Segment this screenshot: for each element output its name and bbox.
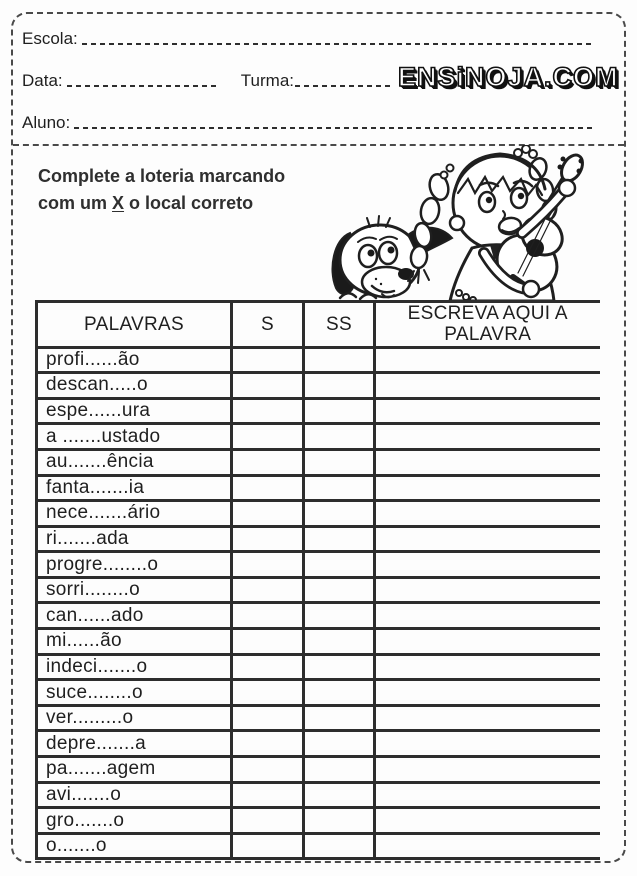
s-mark-cell[interactable] (232, 424, 304, 450)
ss-mark-cell[interactable] (304, 526, 375, 552)
word-cell: gro.......o (37, 808, 232, 834)
word-cell: profi......ão (37, 347, 232, 373)
s-mark-cell[interactable] (232, 347, 304, 373)
word-cell: can......ado (37, 603, 232, 629)
data-turma-field-row (22, 72, 392, 89)
ss-mark-cell[interactable] (304, 705, 375, 731)
s-mark-cell[interactable] (232, 757, 304, 783)
data-label: Data: (22, 71, 63, 90)
ss-mark-cell[interactable] (304, 757, 375, 783)
write-word-cell[interactable] (375, 449, 600, 475)
s-mark-cell[interactable] (232, 654, 304, 680)
write-word-cell[interactable] (375, 475, 600, 501)
ss-mark-cell[interactable] (304, 782, 375, 808)
s-mark-cell[interactable] (232, 501, 304, 527)
instruction-line1: Complete a loteria marcando (38, 166, 286, 186)
table-row (37, 629, 600, 655)
write-word-cell[interactable] (375, 782, 600, 808)
write-word-cell[interactable] (375, 731, 600, 757)
table-row (37, 705, 600, 731)
table-row (37, 449, 600, 475)
dog-illustration (332, 216, 452, 299)
ensinoja-logo: ENSiNOJA.COM (398, 62, 619, 92)
s-mark-cell[interactable] (232, 373, 304, 399)
write-word-cell[interactable] (375, 629, 600, 655)
table-row (37, 680, 600, 706)
s-mark-cell[interactable] (232, 552, 304, 578)
instruction-text (38, 163, 285, 217)
write-word-cell[interactable] (375, 552, 600, 578)
table-row (37, 782, 600, 808)
lottery-table (35, 300, 600, 860)
write-word-cell[interactable] (375, 603, 600, 629)
table-row (37, 526, 600, 552)
s-mark-cell[interactable] (232, 629, 304, 655)
write-word-cell[interactable] (375, 654, 600, 680)
s-mark-cell[interactable] (232, 577, 304, 603)
write-word-cell[interactable] (375, 398, 600, 424)
underlined-x: X (112, 193, 125, 213)
ss-mark-cell[interactable] (304, 654, 375, 680)
ss-mark-cell[interactable] (304, 603, 375, 629)
table-row (37, 654, 600, 680)
table-row (37, 501, 600, 527)
girl-guitar-dog-illustration (322, 145, 632, 303)
header-escreva: ESCREVA AQUI A PALAVRA (375, 302, 600, 348)
header-s: S (232, 302, 304, 348)
header-palavras: PALAVRAS (37, 302, 232, 348)
word-cell: nece.......ário (37, 501, 232, 527)
table-row (37, 373, 600, 399)
write-word-cell[interactable] (375, 757, 600, 783)
turma-label: Turma: (240, 71, 295, 90)
table-row (37, 424, 600, 450)
write-word-cell[interactable] (375, 833, 600, 859)
escola-field-row (22, 30, 592, 47)
word-cell: suce........o (37, 680, 232, 706)
word-cell: au.......ência (37, 449, 232, 475)
table-row (37, 475, 600, 501)
table-row (37, 833, 600, 859)
word-cell: indeci.......o (37, 654, 232, 680)
s-mark-cell[interactable] (232, 680, 304, 706)
s-mark-cell[interactable] (232, 475, 304, 501)
escola-label: Escola: (22, 29, 78, 48)
s-mark-cell[interactable] (232, 808, 304, 834)
table-row (37, 603, 600, 629)
table-row (37, 757, 600, 783)
word-cell: depre.......a (37, 731, 232, 757)
write-word-cell[interactable] (375, 705, 600, 731)
ss-mark-cell[interactable] (304, 680, 375, 706)
ss-mark-cell[interactable] (304, 552, 375, 578)
write-word-cell[interactable] (375, 347, 600, 373)
table-row (37, 552, 600, 578)
write-word-cell[interactable] (375, 680, 600, 706)
s-mark-cell[interactable] (232, 833, 304, 859)
ss-mark-cell[interactable] (304, 731, 375, 757)
instruction-line2: com um X o local correto (38, 193, 254, 213)
data-fill-line[interactable] (67, 85, 217, 87)
s-mark-cell[interactable] (232, 603, 304, 629)
ss-mark-cell[interactable] (304, 501, 375, 527)
word-cell: descan.....o (37, 373, 232, 399)
word-cell: pa.......agem (37, 757, 232, 783)
ss-mark-cell[interactable] (304, 424, 375, 450)
word-cell: avi.......o (37, 782, 232, 808)
write-word-cell[interactable] (375, 526, 600, 552)
word-cell: ri.......ada (37, 526, 232, 552)
write-word-cell[interactable] (375, 808, 600, 834)
ss-mark-cell[interactable] (304, 577, 375, 603)
header-ss: SS (304, 302, 375, 348)
word-cell: mi......ão (37, 629, 232, 655)
ss-mark-cell[interactable] (304, 475, 375, 501)
write-word-cell[interactable] (375, 424, 600, 450)
table-row (37, 731, 600, 757)
word-rows (37, 347, 600, 859)
write-word-cell[interactable] (375, 501, 600, 527)
word-cell: espe......ura (37, 398, 232, 424)
write-word-cell[interactable] (375, 373, 600, 399)
s-mark-cell[interactable] (232, 705, 304, 731)
ss-mark-cell[interactable] (304, 449, 375, 475)
ss-mark-cell[interactable] (304, 808, 375, 834)
s-mark-cell[interactable] (232, 782, 304, 808)
table-row (37, 347, 600, 373)
aluno-label: Aluno: (22, 113, 71, 132)
ss-mark-cell[interactable] (304, 833, 375, 859)
s-mark-cell[interactable] (232, 731, 304, 757)
aluno-field-row (22, 114, 592, 131)
word-cell: sorri........o (37, 577, 232, 603)
ss-mark-cell[interactable] (304, 347, 375, 373)
word-cell: fanta.......ia (37, 475, 232, 501)
word-cell: ver.........o (37, 705, 232, 731)
turma-fill-line[interactable] (295, 85, 392, 87)
s-mark-cell[interactable] (232, 449, 304, 475)
escola-fill-line[interactable] (82, 43, 592, 45)
word-cell: a .......ustado (37, 424, 232, 450)
table-row (37, 808, 600, 834)
table-row (37, 577, 600, 603)
s-mark-cell[interactable] (232, 526, 304, 552)
s-mark-cell[interactable] (232, 398, 304, 424)
ss-mark-cell[interactable] (304, 373, 375, 399)
write-word-cell[interactable] (375, 577, 600, 603)
word-cell: progre........o (37, 552, 232, 578)
table-header-row (37, 302, 600, 348)
ss-mark-cell[interactable] (304, 398, 375, 424)
aluno-fill-line[interactable] (74, 127, 592, 129)
word-cell: o.......o (37, 833, 232, 859)
ss-mark-cell[interactable] (304, 629, 375, 655)
table-row (37, 398, 600, 424)
